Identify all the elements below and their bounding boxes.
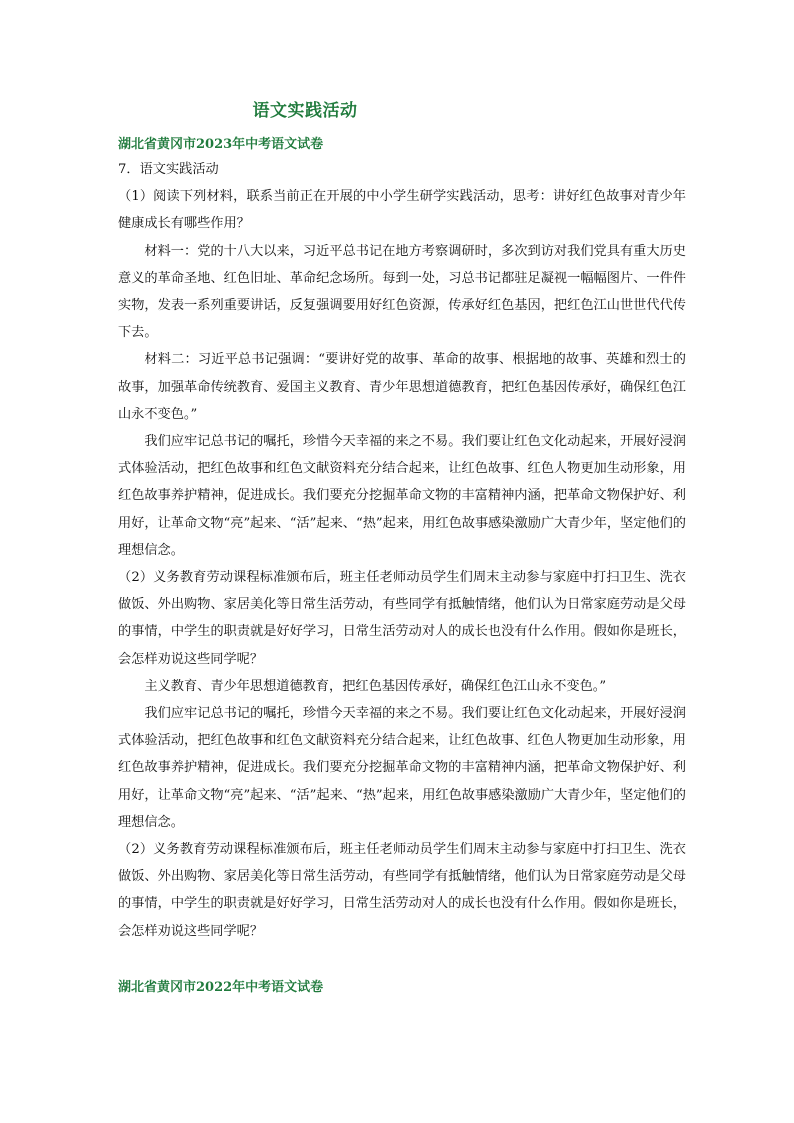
repeated-question-part-2: （2）义务教育劳动课程标准颁布后，班主任老师动员学生们周末主动参与家庭中打扫卫生、洗衣做饭、外出购物、家居美化等日常生活劳动，有些同学有抵触情绪，他们认为日常家庭劳动是父母的事情，中学生的职责就是好好学习，日常生活劳动对人的成长也没有什么作用。假如你是班长，会怎样劝说这些同学呢？ [118,842,686,939]
question-part-2: （2）义务教育劳动课程标准颁布后，班主任老师动员学生们周末主动参与家庭中打扫卫生、洗衣做饭、外出购物、家居美化等日常生活劳动，有些同学有抵触情绪，他们认为日常家庭劳动是父母的事情，中学生的职责就是好好学习，日常生活劳动对人的成长也没有什么作用。假如你是班长，会怎样劝说这些同学呢？ [118,570,686,667]
repeated-material-fragment: 主义教育、青少年思想道德教育，把红色基因传承好，确保红色江山永不变色。” [144,678,607,694]
section-heading-2023: 湖北省黄冈市2023年中考语文试卷 [118,137,324,152]
repeated-answer-paragraph: 我们应牢记总书记的嘱托，珍惜今天幸福的来之不易。我们要让红色文化动起来，开展好浸润式体验活动，把红色故事和红色文献资料充分结合起来，让红色故事、红色人物更加生动形象，用红色故事养护精神，促进成长。我们要充分挖掘革命文物的丰富精神内涵，把革命文物保护好、利用好，让革命文物“亮”起来、“活”起来、“热”起来，用红色故事感染激励广大青少年，坚定他们的理想信念。 [118,706,686,830]
material-2: 材料二：习近平总书记强调：“要讲好党的故事、革命的故事、根据地的故事、英雄和烈士的故事，加强革命传统教育、爱国主义教育、青少年思想道德教育，把红色基因传承好，确保红色江山永不变色。” [118,352,686,422]
question-part-1: （1）阅读下列材料，联系当前正在开展的中小学生研学实践活动，思考：讲好红色故事对青少年健康成长有哪些作用？ [118,189,686,232]
page-title: 语文实践活动 [252,101,358,121]
material-1: 材料一：党的十八大以来，习近平总书记在地方考察调研时，多次到访对我们党具有重大历史意义的革命圣地、红色旧址、革命纪念场所。每到一处，习总书记都驻足凝视一幅幅图片、一件件实物，发表一系列重要讲话，反复强调要用好红色资源，传承好红色基因，把红色江山世世代代传下去。 [118,243,686,341]
answer-paragraph: 我们应牢记总书记的嘱托，珍惜今天幸福的来之不易。我们要让红色文化动起来，开展好浸润式体验活动，把红色故事和红色文献资料充分结合起来，让红色故事、红色人物更加生动形象，用红色故事养护精神，促进成长。我们要充分挖掘革命文物的丰富精神内涵，把革命文物保护好、利用好，让革命文物“亮”起来、“活”起来、“热”起来，用红色故事感染激励广大青少年，坚定他们的理想信念。 [118,434,686,558]
question-number: 7．语文实践活动 [118,162,219,177]
section-heading-2022: 湖北省黄冈市2022年中考语文试卷 [118,980,324,995]
document-body [118,156,686,945]
